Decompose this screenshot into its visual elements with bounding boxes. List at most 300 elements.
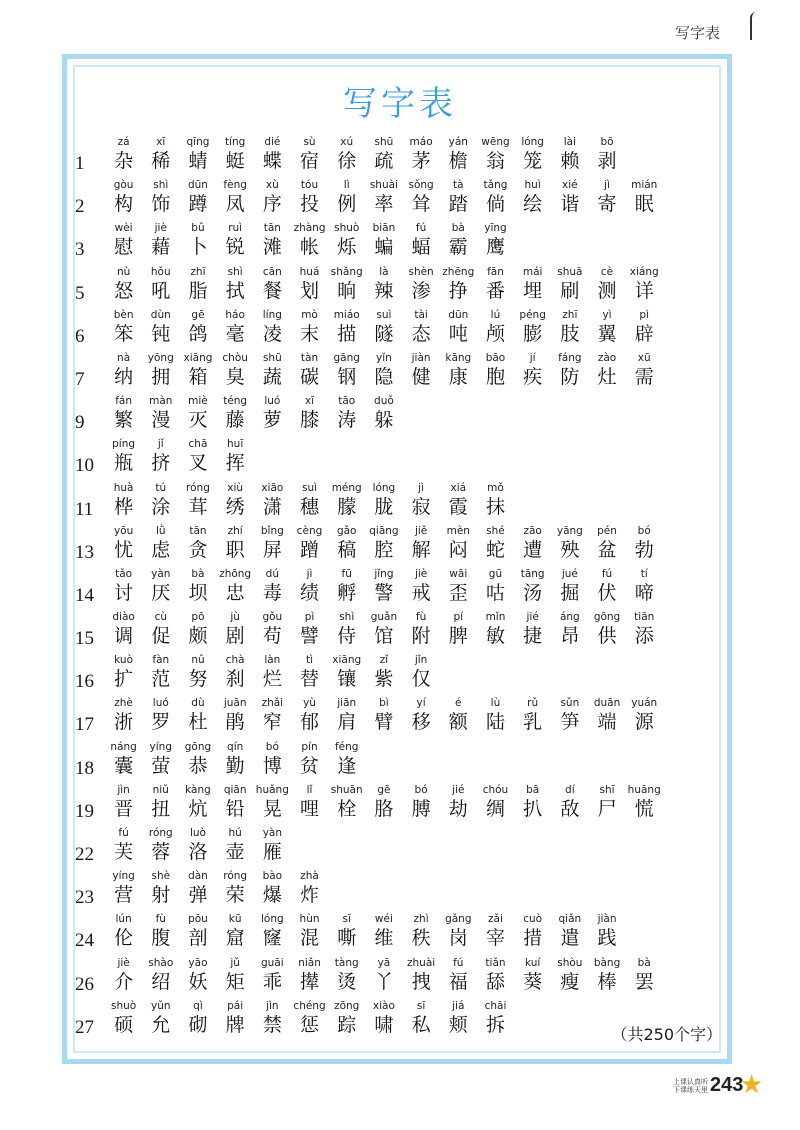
lesson-number: 15 [75, 628, 94, 650]
character-cell [105, 610, 142, 648]
hanzi: 混 [300, 927, 320, 950]
character-cell [291, 610, 328, 648]
character-cell [105, 696, 142, 734]
hanzi: 坝 [188, 581, 208, 604]
hanzi: 咕 [485, 581, 505, 604]
pinyin: féng [334, 740, 359, 753]
character-cell [217, 437, 254, 475]
pinyin: bǔ [191, 222, 205, 235]
pinyin: mián [631, 179, 658, 192]
hanzi: 敌 [560, 797, 580, 820]
hanzi: 蝙 [374, 236, 394, 259]
hanzi: 晌 [337, 279, 357, 302]
character-cell [217, 308, 254, 346]
hanzi: 蝠 [411, 236, 431, 259]
hanzi: 帐 [300, 236, 320, 259]
character-cell [254, 740, 291, 778]
character-cell [179, 869, 216, 907]
pinyin: guǎn [370, 611, 398, 624]
character-list [105, 135, 626, 173]
pinyin: qín [227, 740, 244, 753]
character-cell [254, 567, 291, 605]
hanzi: 肢 [560, 322, 580, 345]
character-cell [179, 135, 216, 173]
pinyin: jí [529, 351, 536, 364]
hanzi: 刷 [560, 279, 580, 302]
character-cell [588, 351, 625, 389]
pinyin: róng [223, 870, 248, 883]
hanzi: 啸 [374, 1013, 394, 1036]
character-cell [514, 178, 551, 216]
pinyin: shuò [110, 999, 137, 1012]
hanzi: 叉 [188, 452, 208, 475]
pinyin: fù [415, 611, 427, 624]
pinyin: gòu [113, 179, 134, 192]
character-cell [179, 221, 216, 259]
character-cell [105, 221, 142, 259]
page-number: 243 [710, 1074, 744, 1096]
hanzi: 芙 [114, 841, 134, 863]
hanzi: 戒 [411, 581, 431, 604]
character-cell [440, 351, 477, 389]
hanzi: 忧 [114, 538, 134, 561]
character-cell [105, 394, 142, 432]
pinyin: tān [189, 524, 207, 537]
character-cell [254, 351, 291, 389]
character-cell [291, 567, 328, 605]
pinyin: kuí [524, 956, 541, 969]
hanzi: 臂 [374, 711, 394, 734]
hanzi: 妖 [188, 970, 208, 993]
hanzi: 耸 [411, 193, 431, 216]
pinyin: zhí [227, 524, 243, 537]
pinyin: jiè [154, 222, 167, 235]
character-cell [105, 437, 142, 475]
hanzi: 隐 [374, 365, 394, 388]
character-cell [626, 308, 663, 346]
pinyin: bó [637, 524, 651, 537]
character-cell [551, 135, 588, 173]
lesson-number: 18 [75, 757, 94, 779]
hanzi: 挥 [225, 452, 245, 475]
hanzi: 杂 [114, 150, 134, 172]
hanzi: 剖 [188, 927, 208, 950]
pinyin: nù [116, 265, 131, 278]
hanzi: 挤 [151, 452, 171, 475]
hanzi: 窄 [262, 711, 282, 734]
pinyin: chóu [482, 783, 509, 796]
hanzi: 撵 [300, 970, 320, 993]
pinyin: tàn [300, 351, 319, 364]
pinyin: shào [148, 956, 174, 969]
hanzi: 馆 [374, 625, 394, 648]
hanzi: 烂 [262, 668, 282, 691]
character-cell [477, 221, 514, 259]
lesson-number: 23 [75, 887, 94, 909]
hanzi: 洛 [188, 841, 208, 863]
lesson-number: 22 [75, 844, 94, 865]
hanzi: 汤 [523, 581, 543, 604]
hanzi: 隧 [374, 322, 394, 345]
character-cell [551, 912, 588, 950]
hanzi: 雁 [262, 841, 282, 863]
character-cell [254, 394, 291, 432]
hanzi: 序 [262, 193, 282, 216]
character-cell [291, 956, 328, 994]
pinyin: pín [301, 740, 318, 753]
character-cell [403, 653, 440, 691]
character-cell [217, 135, 254, 173]
character-cell [179, 826, 216, 864]
hanzi: 膝 [300, 409, 320, 432]
hanzi: 箱 [188, 365, 208, 388]
character-cell [477, 696, 514, 734]
pinyin: làn [264, 654, 281, 667]
hanzi: 福 [448, 970, 468, 993]
character-row [75, 481, 715, 524]
hanzi: 渗 [411, 279, 431, 302]
pinyin: hǒu [150, 265, 171, 278]
hanzi: 涂 [151, 495, 171, 518]
character-list [105, 999, 514, 1037]
hanzi: 臭 [225, 365, 245, 388]
hanzi: 郁 [300, 711, 320, 734]
hanzi: 烫 [337, 970, 357, 993]
hanzi: 敏 [485, 625, 505, 648]
pinyin: jié [526, 611, 539, 624]
pinyin: bà [451, 222, 465, 235]
character-list [105, 351, 663, 389]
character-cell [365, 999, 402, 1037]
header-divider [750, 12, 756, 40]
pinyin: jìn [117, 783, 130, 796]
pinyin: kū [228, 913, 242, 926]
character-cell [105, 740, 142, 778]
hanzi: 吼 [151, 279, 171, 302]
pinyin: qīng [186, 136, 210, 148]
character-cell [142, 610, 179, 648]
character-cell [403, 265, 440, 303]
character-cell [217, 265, 254, 303]
character-cell [217, 740, 254, 778]
hanzi: 蹲 [188, 193, 208, 216]
pinyin: fān [487, 265, 504, 278]
character-cell [217, 783, 254, 821]
character-cell [142, 740, 179, 778]
character-cell [291, 481, 328, 519]
pinyin: xiāo [261, 481, 284, 494]
pinyin: xié [562, 179, 578, 192]
pinyin: mèn [446, 524, 470, 537]
hanzi: 罗 [151, 711, 171, 734]
pinyin: xiá [450, 481, 467, 494]
character-cell [179, 783, 216, 821]
pinyin: kàng [185, 783, 211, 796]
hanzi: 蓉 [151, 841, 171, 863]
character-cell [365, 696, 402, 734]
pinyin: tóu [300, 179, 319, 192]
pinyin: gōng [184, 740, 212, 753]
lesson-number: 7 [75, 368, 85, 390]
character-cell [254, 481, 291, 519]
character-cell [142, 135, 179, 173]
hanzi: 剥 [597, 150, 617, 172]
pinyin: wèi [114, 222, 133, 235]
character-cell [291, 265, 328, 303]
pinyin: gē [191, 308, 205, 321]
pinyin: dūn [448, 308, 469, 321]
character-cell [142, 437, 179, 475]
character-cell [403, 308, 440, 346]
hanzi: 笨 [114, 322, 134, 345]
pinyin: yíng [149, 740, 172, 753]
footer-slogan: 上课认真听 下课练天里 [673, 1078, 708, 1094]
pinyin: xū [637, 351, 651, 364]
character-cell [365, 610, 402, 648]
character-cell [179, 178, 216, 216]
hanzi: 铅 [225, 797, 245, 820]
pinyin: lài [563, 136, 576, 148]
character-cell [365, 178, 402, 216]
pinyin: xī [156, 136, 166, 148]
character-cell [440, 178, 477, 216]
hanzi: 措 [523, 927, 543, 950]
character-cell [291, 869, 328, 907]
character-cell [328, 524, 365, 562]
character-cell [291, 912, 328, 950]
pinyin: lù [490, 697, 501, 710]
hanzi: 尸 [597, 797, 617, 820]
pinyin: bèn [113, 308, 134, 321]
character-row [75, 351, 715, 394]
hanzi: 供 [597, 625, 617, 648]
character-cell [328, 351, 365, 389]
hanzi: 烁 [337, 236, 357, 259]
hanzi: 弹 [188, 884, 208, 907]
hanzi: 劫 [448, 797, 468, 820]
character-cell [477, 783, 514, 821]
hanzi: 茸 [188, 495, 208, 518]
character-list [105, 696, 663, 734]
pinyin: lǐ [306, 783, 313, 796]
hanzi: 翁 [485, 150, 505, 172]
pinyin: bǐng [260, 524, 284, 537]
hanzi: 掘 [560, 581, 580, 604]
character-cell [179, 437, 216, 475]
pinyin: méng [331, 481, 362, 494]
pinyin: juān [223, 697, 247, 710]
hanzi: 餐 [262, 279, 282, 302]
pinyin: chéng [293, 999, 326, 1012]
character-cell [365, 524, 402, 562]
pinyin: fán [115, 395, 132, 408]
character-cell [403, 135, 440, 173]
pinyin: nà [117, 351, 131, 364]
pinyin: zǎi [488, 913, 503, 926]
hanzi: 脾 [448, 625, 468, 648]
hanzi: 钢 [337, 365, 357, 388]
pinyin: suì [302, 481, 318, 494]
hanzi: 颅 [485, 322, 505, 345]
character-cell [551, 178, 588, 216]
hanzi: 笼 [523, 150, 543, 172]
pinyin: qiān [223, 783, 247, 796]
pinyin: bó [265, 740, 279, 753]
pinyin: yǐn [376, 351, 392, 364]
pinyin: gū [488, 567, 503, 580]
pinyin: huà [113, 481, 134, 494]
hanzi: 测 [597, 279, 617, 302]
hanzi: 蜓 [225, 150, 245, 172]
character-cell [179, 999, 216, 1037]
character-cell [217, 956, 254, 994]
lesson-number: 9 [75, 412, 85, 434]
character-cell [291, 696, 328, 734]
hanzi: 范 [151, 668, 171, 691]
character-cell [105, 178, 142, 216]
pinyin: xú [340, 136, 354, 148]
character-cell [254, 221, 291, 259]
hanzi: 眠 [634, 193, 654, 216]
hanzi: 譬 [300, 625, 320, 648]
hanzi: 遣 [560, 927, 580, 950]
hanzi: 灭 [188, 409, 208, 432]
pinyin: shuān [330, 783, 363, 796]
pinyin: pí [453, 611, 464, 624]
character-cell [142, 394, 179, 432]
hanzi: 伏 [597, 581, 617, 604]
character-cell [403, 351, 440, 389]
pinyin: chà [225, 654, 245, 667]
character-row [75, 783, 715, 826]
pinyin: tāng [520, 567, 545, 580]
pinyin: lóng [261, 913, 284, 926]
character-cell [328, 653, 365, 691]
character-cell [477, 265, 514, 303]
character-list [105, 826, 291, 864]
hanzi: 鹰 [485, 236, 505, 259]
hanzi: 昂 [560, 625, 580, 648]
hanzi: 腔 [374, 538, 394, 561]
hanzi: 勤 [225, 754, 245, 777]
pinyin: zhàng [293, 222, 326, 235]
character-cell [328, 696, 365, 734]
hanzi: 锐 [225, 236, 245, 259]
character-cell [142, 869, 179, 907]
hanzi: 健 [411, 365, 431, 388]
character-cell [477, 999, 514, 1037]
character-cell [514, 610, 551, 648]
hanzi: 瘦 [560, 970, 580, 993]
hanzi: 赖 [560, 150, 580, 172]
character-cell [217, 912, 254, 950]
hanzi: 疾 [523, 365, 543, 388]
character-cell [440, 265, 477, 303]
hanzi: 棒 [597, 970, 617, 993]
character-cell [179, 308, 216, 346]
hanzi: 允 [151, 1013, 171, 1036]
character-cell [551, 696, 588, 734]
pinyin: kuò [114, 654, 134, 667]
character-cell [588, 265, 625, 303]
character-cell [254, 265, 291, 303]
hanzi: 蝶 [262, 150, 282, 172]
hanzi: 稿 [337, 538, 357, 561]
hanzi: 凤 [225, 193, 245, 216]
character-cell [477, 567, 514, 605]
character-cell [217, 394, 254, 432]
character-cell [626, 783, 663, 821]
character-row [75, 221, 715, 264]
hanzi: 贪 [188, 538, 208, 561]
pinyin: cè [600, 265, 614, 278]
pinyin: pō [191, 611, 205, 624]
hanzi: 绣 [225, 495, 245, 518]
character-cell [365, 308, 402, 346]
pinyin: xiù [227, 481, 244, 494]
hanzi: 歪 [448, 581, 468, 604]
hanzi: 吨 [448, 322, 468, 345]
hanzi: 盆 [597, 538, 617, 561]
hanzi: 殃 [560, 538, 580, 561]
hanzi: 调 [114, 625, 134, 648]
pinyin: huǎng [255, 783, 289, 796]
character-cell [626, 265, 663, 303]
hanzi: 慰 [114, 236, 134, 259]
hanzi: 霸 [448, 236, 468, 259]
hanzi: 穗 [300, 495, 320, 518]
character-cell [514, 135, 551, 173]
hanzi: 辟 [634, 322, 654, 345]
pinyin: fū [341, 567, 352, 580]
hanzi: 努 [188, 668, 208, 691]
pinyin: dàn [188, 870, 208, 883]
character-cell [179, 394, 216, 432]
character-cell [588, 524, 625, 562]
character-cell [626, 956, 663, 994]
pinyin: shì [227, 265, 243, 278]
hanzi: 刹 [225, 668, 245, 691]
character-cell [105, 783, 142, 821]
character-cell [179, 740, 216, 778]
pinyin: gāng [333, 351, 360, 364]
character-cell [588, 783, 625, 821]
hanzi: 滩 [262, 236, 282, 259]
pinyin: zhēng [442, 265, 475, 278]
hanzi: 慌 [634, 797, 654, 820]
pinyin: zōng [334, 999, 360, 1012]
hanzi: 矩 [225, 970, 245, 993]
pinyin: róng [186, 481, 210, 494]
character-cell [403, 481, 440, 519]
hanzi: 膨 [523, 322, 543, 345]
character-cell [105, 265, 142, 303]
character-cell [440, 912, 477, 950]
hanzi: 茅 [411, 150, 431, 172]
character-cell [254, 178, 291, 216]
hanzi: 抹 [485, 495, 505, 518]
character-cell [291, 394, 328, 432]
pinyin: biān [372, 222, 396, 235]
character-cell [328, 740, 365, 778]
lesson-number: 26 [75, 973, 94, 995]
pinyin: shì [339, 611, 355, 624]
character-list [105, 437, 254, 475]
character-row [75, 869, 715, 912]
hanzi: 蛇 [485, 538, 505, 561]
pinyin: qiāng [369, 524, 399, 537]
character-cell [440, 610, 477, 648]
